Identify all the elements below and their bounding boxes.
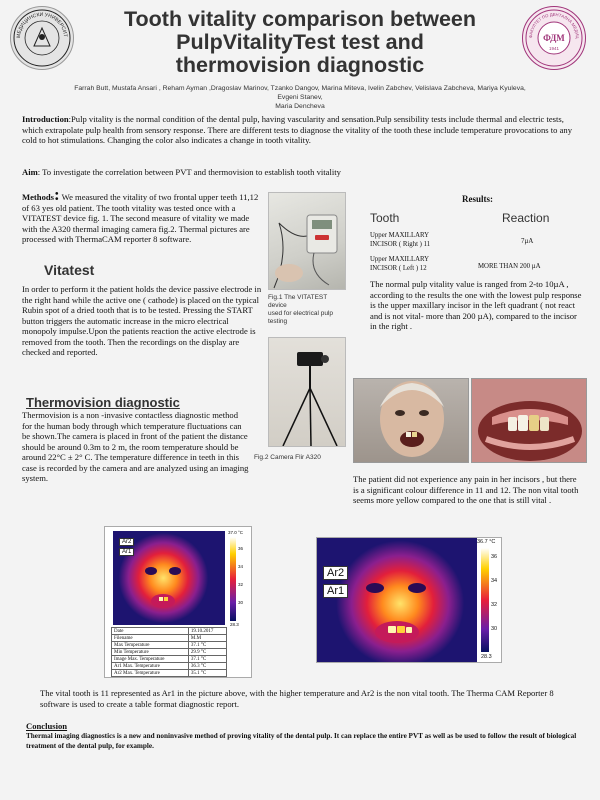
results-col-reaction: Reaction [502,211,550,225]
teeth-closeup-icon [472,379,587,463]
university-seal-icon [12,8,72,68]
table-row [112,663,227,670]
thermovision-paragraph: Thermovision is a non -invasive contactless diagnostic method for the human body through which temperature fluctuations can be shown.The camera is placed in front of the patient the distance should be around 0.3m to 2 m, the room temperature should be around 22°C ± 2° C. The temperature difference in teeth in this case is recorded by the camera and are analyzed using an imaging system. [22,410,249,483]
introduction-paragraph [22,114,578,146]
thermal-small-tick-32: 32 [238,582,244,587]
thermal-large-label-ar2: Ar2 [323,566,348,580]
patient-face-icon [354,379,469,463]
vital-tooth-paragraph: The vital tooth is 11 represented as Ar1 in the picture above, with the higher temperature and Ar2 is the non vital tooth. The Therma CAM Reporter 8 software is used to create a table format diagnostic report. [40,688,554,709]
title-line-1: Tooth vitality comparison between [123,7,476,31]
faculty-logo-right [522,6,586,70]
methods-colon: : [54,185,60,204]
university-seal-text: МЕДИЦИНСКИ УНИВЕРСИТ [15,11,69,39]
vitatest-device-photo [268,192,346,290]
thermal-report-table [111,627,227,677]
methods-paragraph [22,185,262,245]
camera-tripod-icon [269,338,346,447]
results-row-1-tooth-line-1: Upper MAXILLARY [370,232,430,239]
thermal-large-scale-top: 36.7 °C [477,539,496,545]
results-row-1-reaction: 7µA [521,238,534,245]
table-cell-value: 37.1 °C [188,642,226,649]
thermal-large-scale [481,548,489,652]
thermal-image-large [317,538,477,663]
table-cell-label: Image Max. Temperature [112,656,189,663]
aim-label: Aim [22,167,38,177]
results-row-2-tooth-line-1: Upper MAXILLARY [370,256,430,263]
introduction-label: Introduction [22,114,69,124]
table-cell-label: Min Temperature [112,649,189,656]
fig1-caption [268,294,358,326]
thermal-small-scale-top: 37.0 °C [228,530,244,535]
title-line-3: thermovision diagnostic [175,53,425,77]
results-col-tooth: Tooth [370,211,400,225]
table-row [112,628,227,635]
thermal-small-scale-bottom: 28.3 [230,622,239,627]
table-cell-value: 37.1 °C [188,656,226,663]
table-cell-label: Filename [112,635,189,642]
table-row [112,649,227,656]
thermal-small-label-ar2: Ar2 [119,538,134,546]
thermal-camera-photo [268,337,346,447]
poster-title [88,8,512,77]
table-cell-value: 35.1 °C [188,670,226,677]
methods-label: Methods [22,192,54,202]
table-row [112,635,227,642]
table-cell-value: 36.3 °C [188,663,226,670]
thermal-small-tick-36: 36 [238,546,244,551]
fig1-caption-line-3: used for electrical pulp [268,310,334,317]
results-row-2-tooth-line-2: INCISOR ( Left ) 12 [370,264,427,272]
thermal-small-tick-30: 30 [238,600,244,605]
results-heading: Results: [462,194,493,204]
table-cell-value: M.M [188,635,226,642]
thermal-large-label-ar1: Ar1 [323,584,348,598]
vitatest-paragraph: In order to perform it the patient holds the device passive electrode in the right hand while the active one ( cathode) is placed on the typical Rubin spot of a dried tooth that is to be tested. Pressing the START button triggers the automatic increase in the micro electrical monopoly impulse.Upon the patients reaction the active electrode is removed from the tooth. Then the recordings on the display are checked and reported. [22,284,262,357]
vitatest-heading: Vitatest [44,262,95,278]
thermal-large-tick-32: 32 [491,602,498,608]
thermal-small-scale [230,537,236,621]
vitatest-device-icon [269,193,346,290]
table-cell-label: Ar1 Max. Temperature [112,663,189,670]
thermal-report-panel [104,526,252,678]
title-line-2: PulpVitalityTest test and [176,30,424,54]
table-row [112,656,227,663]
thermal-large-scale-bottom: 28.3 [481,654,492,660]
patient-face-photo [353,378,469,463]
authors-line-1: Farrah Butt, Mustafa Ansari , Reham Ayman ,Dragoslav Marinov, Tzanko Dangov, Marina Miteva, Ivelin Zabchev, Velislava Zabcheva, Mariya Kyuleva, Evgeni Stanev, [74,85,526,101]
thermal-face-large-icon [317,538,477,663]
fig2-caption: Fig.2 Camera Flir A320 [254,454,321,461]
table-cell-value: 19.10.2017 [188,628,226,635]
table-cell-label: Date [112,628,189,635]
thermal-large-tick-36: 36 [491,554,498,560]
table-cell-label: Max Temperature [112,642,189,649]
aim-paragraph [22,167,578,178]
thermal-image-small [113,531,225,625]
results-paragraph: The normal pulp vitality value is ranged from 2-to 10µA , according to the results the one with the lowest pulp response is the upper maxillary incisor in the left quadrant ( not react and is not vital- more than 200 µA), compared to the incisor in the right . [370,279,582,331]
author-list [70,84,530,111]
conclusion-heading: Conclusion [26,721,68,731]
university-logo-left [10,6,74,70]
thermal-small-tick-34: 34 [238,564,244,569]
table-row [112,670,227,677]
authors-line-2: Maria Dencheva [275,103,325,110]
thermal-small-label-ar1: Ar1 [119,548,134,556]
introduction-text: :Pulp vitality is the normal condition of the dental pulp, having vascularity and sensation.Pulp sensibility tests include thermal and electric tests, which extrapolate pulp health from sensory response. There are different tests to diagnose the vitality of the tooth these include temperature provocations to any cold to hot stimulations. Changing the color also indicates a change in tooth vitality. [22,114,572,146]
table-cell-value: 29.9 °C [188,649,226,656]
methods-text: We measured the vitality of two frontal upper teeth 11,12 of 63 yes old patient. The tooth vitality was tested once with a VITATEST device fig. 1. The second measure of vitality we made with the A320 thermal imaging camera fig.2. Thermal pictures are processed with ThermaCAM reporter 8 software. [22,192,259,244]
aim-text: : To investigate the correlation between PVT and thermovision to establish tooth vitality [37,167,341,177]
table-row [112,642,227,649]
faculty-seal-icon [524,8,584,68]
faculty-seal-text: ФАКУЛТЕТ ПО ДЕНТАЛНА МЕДИЦ [527,11,581,39]
patient-paragraph: The patient did not experience any pain in her incisors , but there is a significant colour difference in 11 and 12. The non vital tooth seems more yellow compared to the one that is still vital . [353,474,579,505]
fig1-caption-line-4: testing [268,318,288,325]
thermal-large-tick-30: 30 [491,626,498,632]
teeth-closeup-photo [471,378,587,463]
results-row-1-tooth [370,232,430,249]
thermal-image-large-panel [316,537,502,663]
fig1-caption-line-2: device [268,302,287,309]
thermovision-heading: Thermovision diagnostic [26,395,180,410]
results-row-2-tooth [370,256,429,273]
results-row-1-tooth-line-2: INCISOR ( Right ) 11 [370,240,431,248]
results-row-2-reaction: MORE THAN 200 µA [478,263,541,270]
faculty-year: 1941 [548,46,560,51]
conclusion-paragraph: Thermal imaging diagnostics is a new and noninvasive method of proving vitality of the dental pulp. It can replace the entire PVT as well as be used to follow the result of biological treatment of the dental pulp, for example. [26,732,577,750]
thermal-large-tick-34: 34 [491,578,498,584]
table-cell-label: Ar2 Max. Temperature [112,670,189,677]
fig1-caption-line-1: Fig.1 The VITATEST [268,294,328,301]
faculty-initials: ФДМ [543,33,565,43]
